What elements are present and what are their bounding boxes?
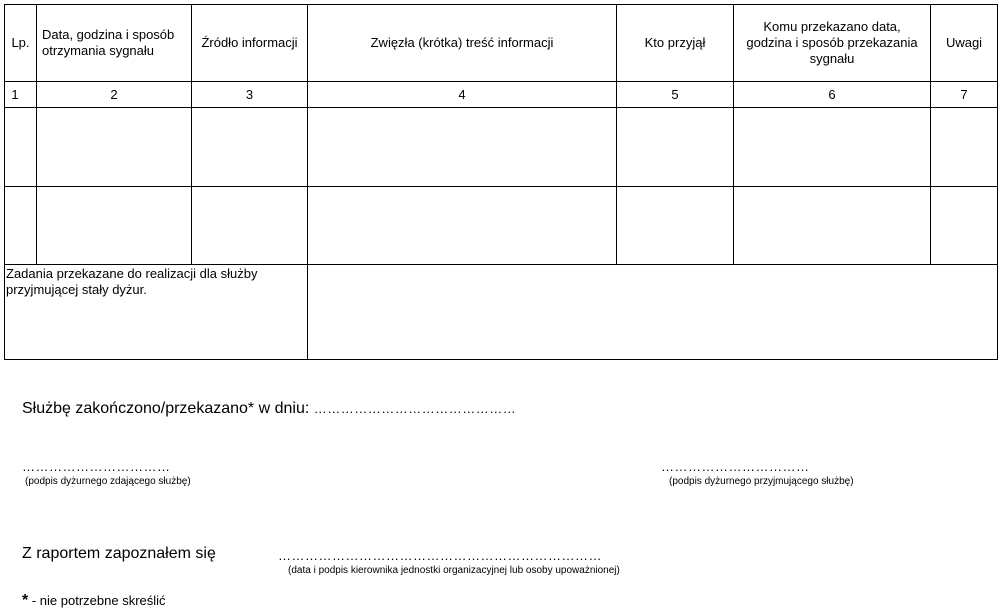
table-border-right <box>997 4 998 360</box>
table-column-divider <box>36 4 37 265</box>
header-lp: Lp. <box>11 35 30 50</box>
service-ended-line <box>22 400 516 418</box>
header-source: Źródło informacji <box>201 35 298 50</box>
report-signature-caption: (data i podpis kierownika jednostki organizacyjnej lub osoby upoważnionej) <box>288 565 620 576</box>
column-number: 6 <box>828 86 836 102</box>
tasks-label: Zadania przekazane do realizacji dla służby przyjmującej stały dyżur. <box>6 266 258 297</box>
footnote-mark: * <box>22 592 29 609</box>
header-content: Zwięzła (krótka) treść informacji <box>370 35 554 50</box>
column-number: 1 <box>11 86 19 102</box>
service-ended-label: Służbę zakończono/przekazano* w dniu: <box>22 400 310 417</box>
column-number: 2 <box>110 86 118 102</box>
table-number-divider <box>4 107 998 108</box>
header-received-date: Data, godzina i sposób otrzymania sygnału <box>42 27 175 58</box>
header-received-by: Kto przyjął <box>644 35 706 50</box>
report-read-label: Z raportem zapoznałem się <box>22 545 216 562</box>
service-date-field: ……………………………………… <box>313 401 517 416</box>
column-number: 3 <box>245 86 254 102</box>
column-number: 4 <box>458 86 466 102</box>
header-forwarded-to: Komu przekazano data, godzina i sposób przekazania sygnału <box>746 19 918 66</box>
signature-left-dots: …………………………… <box>22 459 171 474</box>
header-remarks: Uwagi <box>945 35 983 50</box>
signature-left-caption: (podpis dyżurnego zdającego służbę) <box>25 476 191 487</box>
column-number: 7 <box>960 86 968 102</box>
table-border-bottom <box>4 359 998 360</box>
column-number: 5 <box>671 86 679 102</box>
footnote <box>22 592 166 610</box>
footnote-text: - nie potrzebne skreślić <box>31 593 166 608</box>
report-signature-dots: ……………………………………………………………… <box>278 548 602 563</box>
table-row-divider <box>4 186 998 187</box>
table-column-divider <box>733 4 734 265</box>
signature-right-caption: (podpis dyżurnego przyjmującego służbę) <box>669 476 854 487</box>
table-row-divider <box>4 264 998 265</box>
signature-right-dots: …………………………… <box>661 459 810 474</box>
